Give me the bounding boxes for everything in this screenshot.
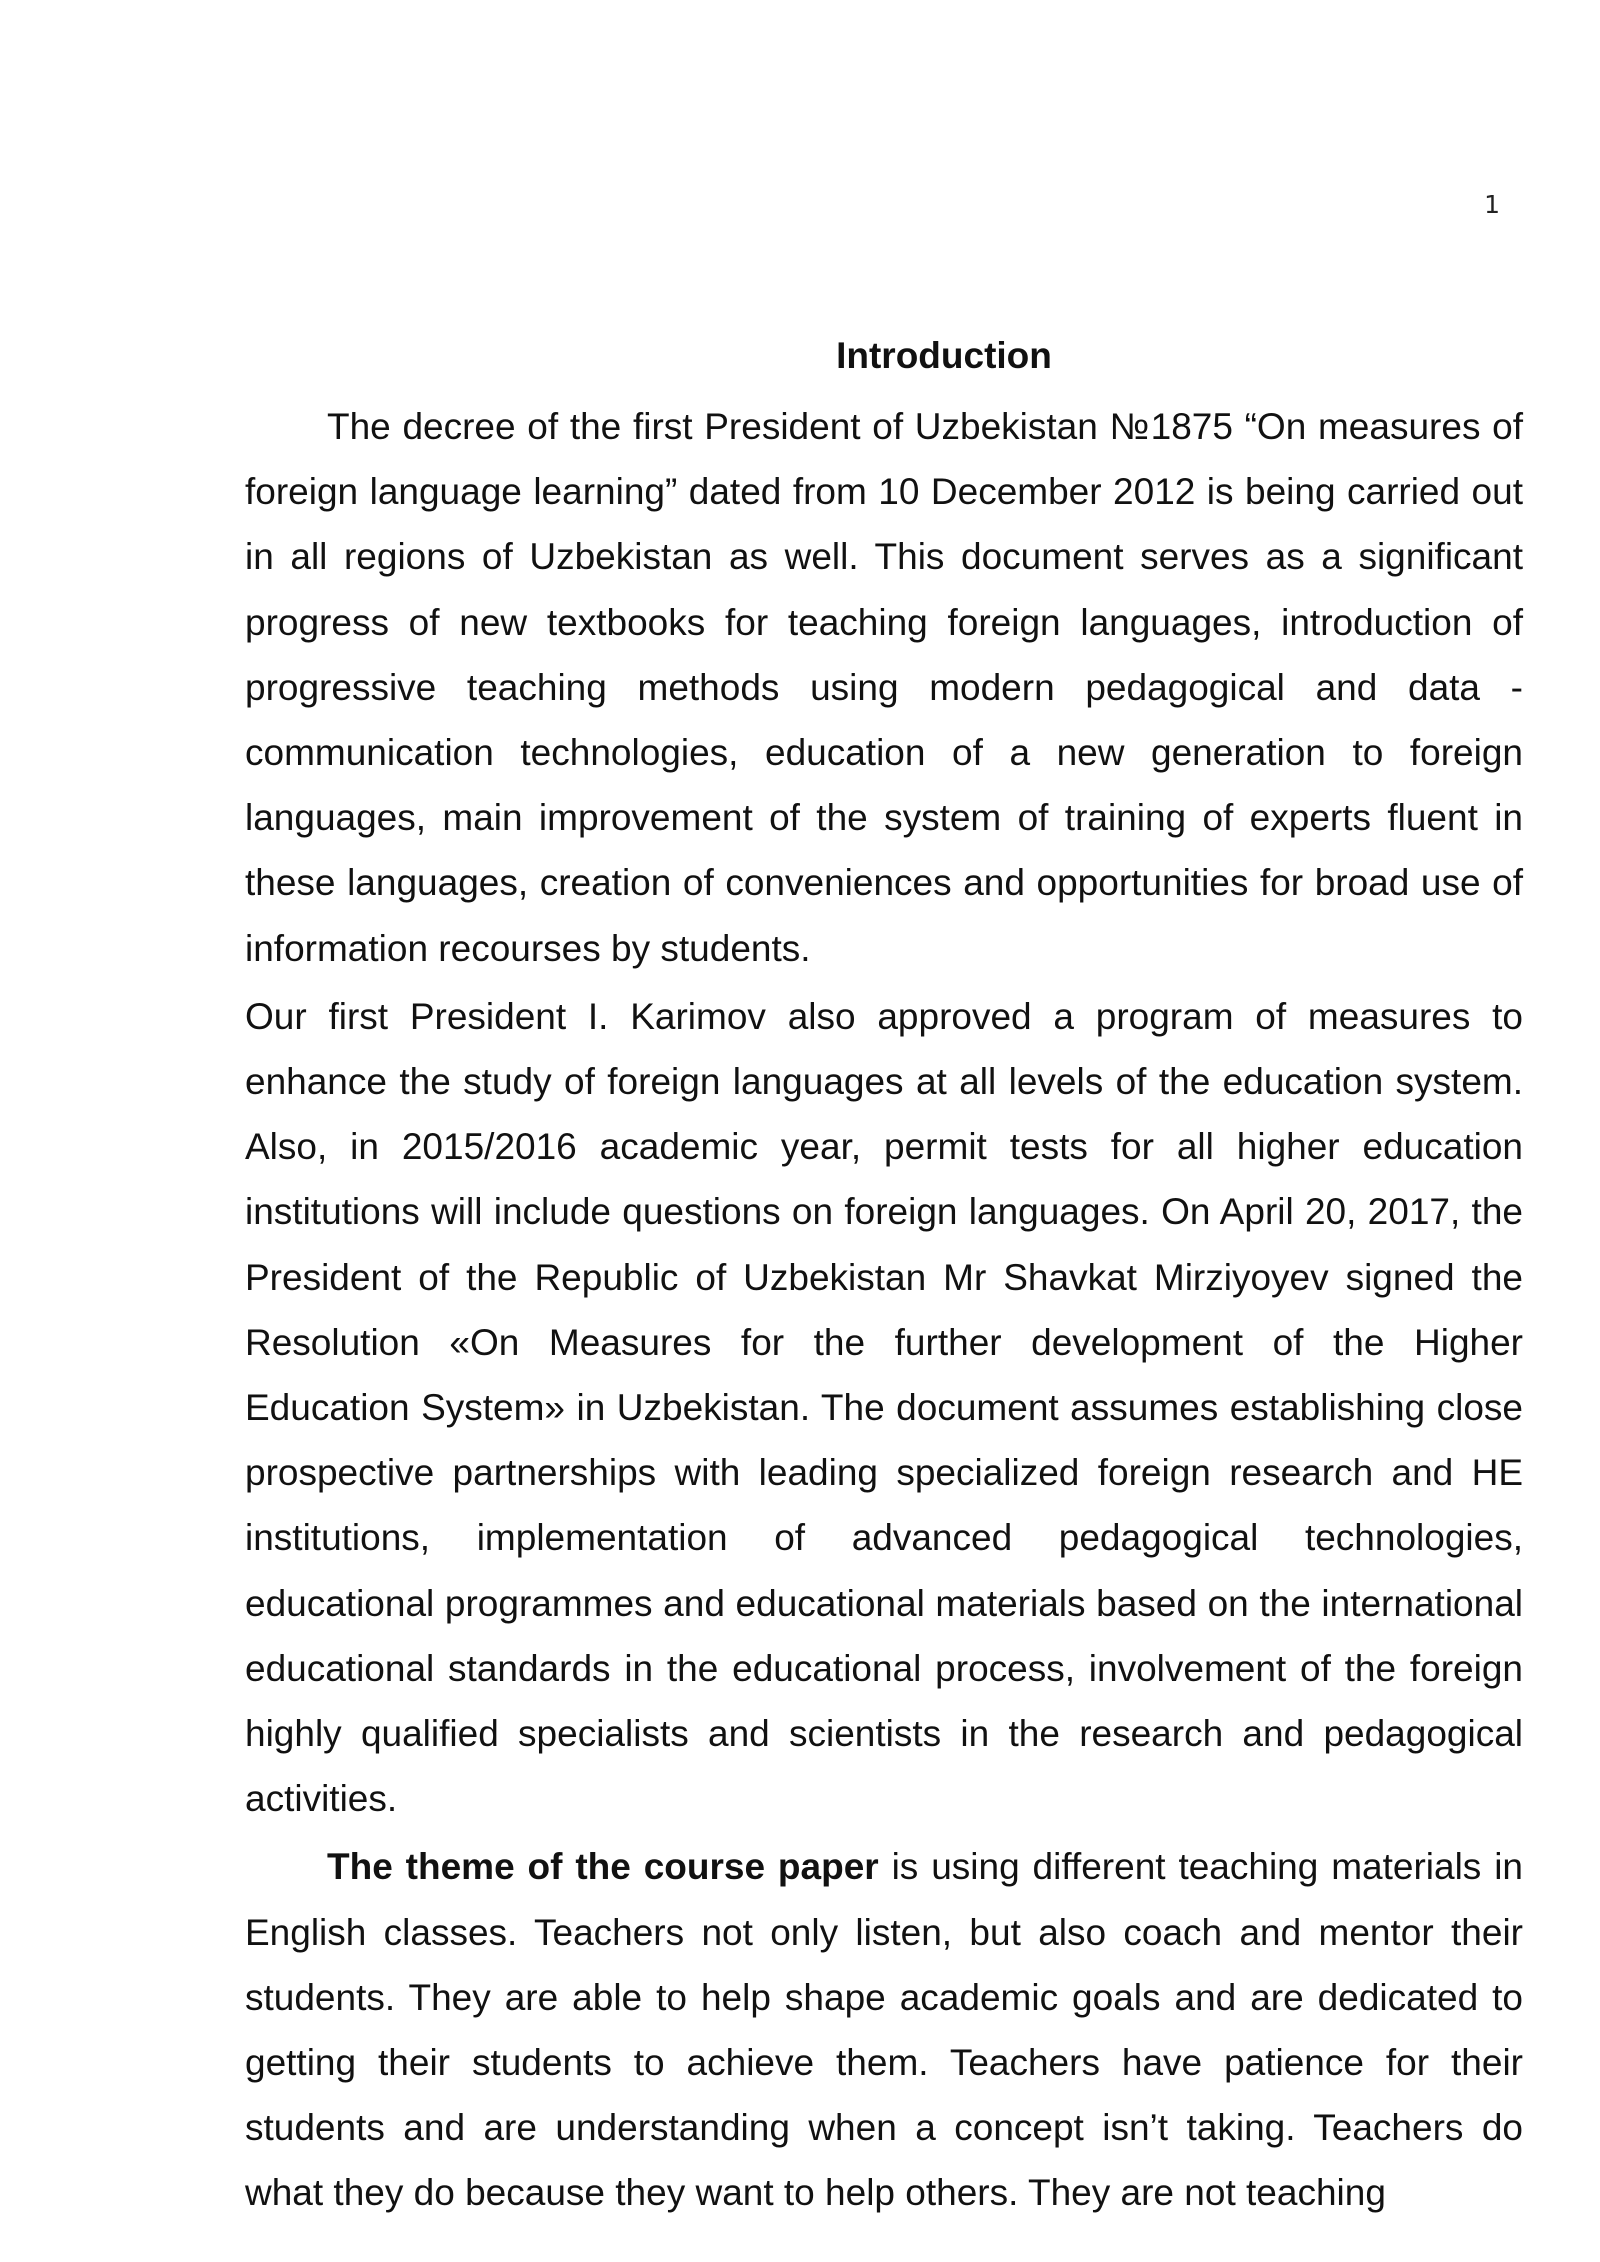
document-body <box>245 330 1523 2226</box>
paragraph-decree: The decree of the first President of Uzbekistan №1875 “On measures of foreign language learning” dated from 10 December 2012 is being carried out in all regions of Uzbekistan as well. This document serves as a significant progress of new textbooks for teaching foreign languages, introduction of progressive teaching methods using modern pedagogical and data - communication technologies, education of a new generation to foreign languages, main improvement of the system of training of experts fluent in these languages, creation of conveniences and opportunities for broad use of information recourses by students. <box>245 406 1523 969</box>
course-theme-label: The theme of the course paper <box>327 1846 879 1888</box>
course-theme-text: is using different teaching materials in English classes. Teachers not only listen, but also coach and mentor their students. They are able to help shape academic goals and are dedicated to getting their students to achieve them. Teachers have patience for their students and are understanding when a concept isn’t taking. Teachers do what they do because they want to help others. They are not teaching <box>245 1846 1523 2214</box>
paragraph-course-theme <box>245 1834 1523 2225</box>
paragraph-program-of-measures: Our first President I. Karimov also approved a program of measures to enhance the study of foreign languages at all levels of the education system. Also, in 2015/2016 academic year, permit tests for all higher education institutions will include questions on foreign languages. On April 20, 2017, the President of the Republic of Uzbekistan Mr Shavkat Mirziyoyev signed the Resolution «On Measures for the further development of the Higher Education System» in Uzbekistan. The document assumes establishing close prospective partnerships with leading specialized foreign research and HE institutions, implementation of advanced pedagogical technologies, educational programmes and educational materials based on the international educational standards in the educational process, involvement of the foreign highly qualified specialists and scientists in the research and pedagogical activities. <box>245 995 1523 1820</box>
page-number: 1 <box>1484 190 1500 219</box>
page-title: Introduction <box>836 335 1052 376</box>
